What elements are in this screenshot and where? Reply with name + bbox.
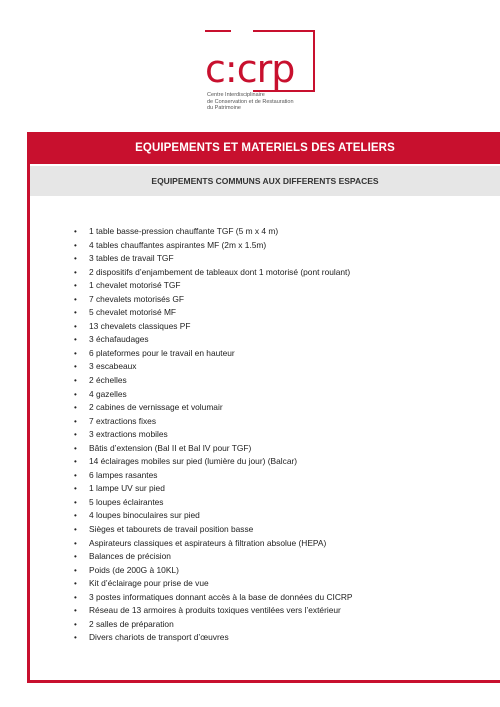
bullet-icon: • [74,443,77,453]
list-item [70,415,480,429]
list-item-text: Balances de précision [89,551,171,562]
cicrp-logo [205,30,320,120]
logo-wordmark: c:crp [205,47,295,91]
list-item-text: 4 gazelles [89,388,127,399]
bullet-icon: • [74,579,77,589]
list-item [70,455,480,469]
list-item-text: 3 postes informatiques donnant accès à la base de données du CICRP [89,591,353,602]
list-item [70,279,480,293]
bullet-icon: • [74,348,77,358]
bullet-icon: • [74,430,77,440]
bullet-icon: • [74,281,77,291]
bullet-icon: • [74,240,77,250]
list-item [70,266,480,280]
list-item [70,523,480,537]
bullet-icon: • [74,308,77,318]
list-item [70,239,480,253]
list-item [70,374,480,388]
bullet-icon: • [74,254,77,264]
bullet-icon: • [74,552,77,562]
list-item-text: 3 échafaudages [89,334,149,345]
list-item [70,428,480,442]
bullet-icon: • [74,294,77,304]
list-item [70,442,480,456]
bullet-icon: • [74,227,77,236]
bullet-icon: • [74,484,77,494]
list-item [70,388,480,402]
list-item [70,509,480,523]
list-item [70,618,480,632]
logo-subtitle-line: Centre Interdisciplinaire [207,92,265,98]
list-item-text: 1 lampe UV sur pied [89,483,165,494]
list-item-text: 14 éclairages mobiles sur pied (lumière du jour) (Balcar) [89,456,298,467]
list-item [70,550,480,564]
bullet-icon: • [74,416,77,426]
logo-subtitle-line: de Conservation et de Restauration [207,98,294,105]
bullet-icon: • [74,565,77,575]
bullet-icon: • [74,470,77,480]
list-item-text: 3 extractions mobiles [89,429,168,440]
list-item [70,591,480,605]
list-item [70,496,480,510]
list-item-text: 4 loupes binoculaires sur pied [89,510,200,521]
list-item-text: Bâtis d’extension (Bal II et Bal IV pour TGF) [89,442,252,453]
bullet-icon: • [74,321,77,331]
list-item-text: 13 chevalets classiques PF [89,320,191,331]
list-item-text: 5 chevalet motorisé MF [89,307,177,318]
bullet-icon: • [74,389,77,399]
list-item [70,577,480,591]
list-item [70,482,480,496]
bullet-icon: • [74,403,77,413]
bullet-icon: • [74,619,77,629]
list-item-text: Réseau de 13 armoires à produits toxiques ventilées vers l’extérieur [89,605,341,616]
list-item-text: 7 chevalets motorisés GF [89,293,184,304]
list-item-text: Kit d’éclairage pour prise de vue [89,578,209,589]
bullet-icon: • [74,592,77,602]
list-item [70,306,480,320]
bullet-icon: • [74,497,77,507]
list-item-text: 2 salles de préparation [89,618,174,629]
list-item-text: Aspirateurs classiques et aspirateurs à filtration absolue (HEPA) [89,537,327,548]
list-item-text: 4 tables chauffantes aspirantes MF (2m x 1.5m) [89,239,267,250]
list-item-text: 6 lampes rasantes [89,469,158,480]
logo-subtitle-line: du Patrimoine [207,105,241,111]
list-item [70,225,480,239]
list-item [70,333,480,347]
bullet-icon: • [74,335,77,345]
list-item-text: 2 dispositifs d’enjambement de tableaux dont 1 motorisé (pont roulant) [89,266,351,277]
list-item [70,564,480,578]
title-banner [30,132,500,164]
list-item [70,537,480,551]
bullet-icon: • [74,525,77,535]
list-item-text: 3 escabeaux [89,361,137,372]
list-item [70,401,480,415]
page-title: EQUIPEMENTS ET MATERIELS DES ATELIERS [135,142,395,154]
list-item-text: 2 échelles [89,375,127,386]
list-item-text: 5 loupes éclairantes [89,496,164,507]
list-item-text: Poids (de 200G à 10KL) [89,564,179,575]
bullet-icon: • [74,538,77,548]
bottom-accent-rule [27,680,500,683]
bullet-icon: • [74,633,77,643]
list-item-text: Sièges et tabourets de travail position basse [89,524,254,535]
bullet-icon: • [74,362,77,372]
list-item-text: 1 chevalet motorisé TGF [89,280,181,291]
bullet-icon: • [74,457,77,467]
subtitle-banner [30,166,500,196]
list-item-text: 7 extractions fixes [89,415,157,426]
section-subtitle: EQUIPEMENTS COMMUNS AUX DIFFERENTS ESPACES [151,176,379,186]
list-item [70,347,480,361]
list-item [70,631,480,645]
list-item [70,469,480,483]
list-item [70,320,480,334]
list-item [70,360,480,374]
list-item-text: 3 tables de travail TGF [89,253,174,264]
list-item-text: 1 table basse-pression chauffante TGF (5 m x 4 m) [89,226,279,236]
list-item-text: Divers chariots de transport d’œuvres [89,632,229,643]
bullet-icon: • [74,267,77,277]
logo-subtitle [207,92,327,112]
equipment-list [70,225,480,645]
list-item-text: 2 cabines de vernissage et volumair [89,402,223,413]
bullet-icon: • [74,376,77,386]
list-item-text: 6 plateformes pour le travail en hauteur [89,347,235,358]
list-item [70,293,480,307]
list-item [70,604,480,618]
bullet-icon: • [74,511,77,521]
bullet-icon: • [74,606,77,616]
list-item [70,252,480,266]
left-accent-rule [27,132,30,683]
